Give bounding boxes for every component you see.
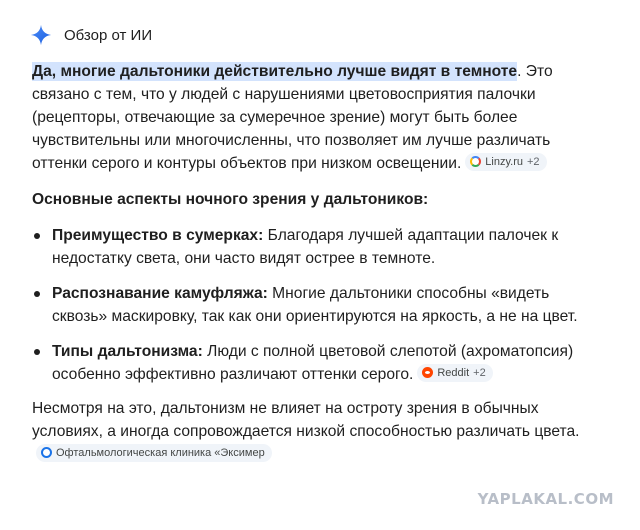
source-chip-linzy[interactable] [465, 153, 546, 171]
bullet-dot [34, 291, 40, 297]
reddit-icon [422, 367, 433, 378]
source-name: Linzy.ru [485, 155, 523, 168]
intro-text: . Это связано с тем, что у людей с нарушениями цветовосприятия палочки (рецепторы, отвечающие за сумеречное зрение) могут быть более чувствительны или многочисленны, что позволяет им лучше различать оттенки серого и контуры объектов при низком освещении. [32, 63, 553, 172]
list-item-text: Благодаря лучшей адаптации палочек к недостатку света, они часто видят острее в темноте. [52, 227, 559, 267]
source-count: +2 [473, 366, 486, 379]
list-item-title: Типы дальтонизма: [52, 343, 203, 360]
bullet-dot [34, 349, 40, 355]
list-item-text: Люди с полной цветовой слепотой (ахроматопсия) особенно эффективно различают оттенки серого. [52, 343, 574, 383]
list-item-title: Распознавание камуфляжа: [52, 285, 268, 302]
source-count: +2 [527, 155, 540, 168]
conclusion-paragraph [32, 397, 597, 466]
intro-paragraph [32, 60, 592, 175]
source-name: Офтальмологическая клиника «Эксимер [56, 446, 265, 459]
site-watermark: YAPLAKAL.COM [477, 490, 614, 508]
aspects-list [32, 224, 592, 398]
conclusion-text: Несмотря на это, дальтонизм не влияет на остроту зрения в обычных условиях, а иногда сопровождается низкой способностью различать цвета. [32, 400, 580, 440]
ai-overview-title: Обзор от ИИ [64, 26, 153, 44]
ai-overview-content [32, 60, 592, 459]
ai-overview-header [30, 24, 152, 46]
list-item [32, 224, 592, 270]
gemini-spark-icon [30, 24, 52, 46]
list-item-text: Многие дальтоники способны «видеть сквозь» маскировку, так как они ориентируются на яркость, а не на цвет. [52, 285, 578, 325]
section-title: Основные аспекты ночного зрения у дальтоников: [32, 191, 429, 208]
google-icon [470, 156, 481, 167]
bullet-dot [34, 233, 40, 239]
clinic-icon [41, 447, 52, 458]
list-item [32, 282, 592, 328]
intro-highlight: Да, многие дальтоники действительно лучше видят в темноте [32, 63, 518, 80]
source-chip-eximer[interactable] [36, 444, 272, 462]
source-name: Reddit [437, 366, 470, 379]
list-item [32, 340, 592, 386]
source-chip-reddit[interactable] [417, 364, 492, 382]
list-item-title: Преимущество в сумерках: [52, 227, 264, 244]
